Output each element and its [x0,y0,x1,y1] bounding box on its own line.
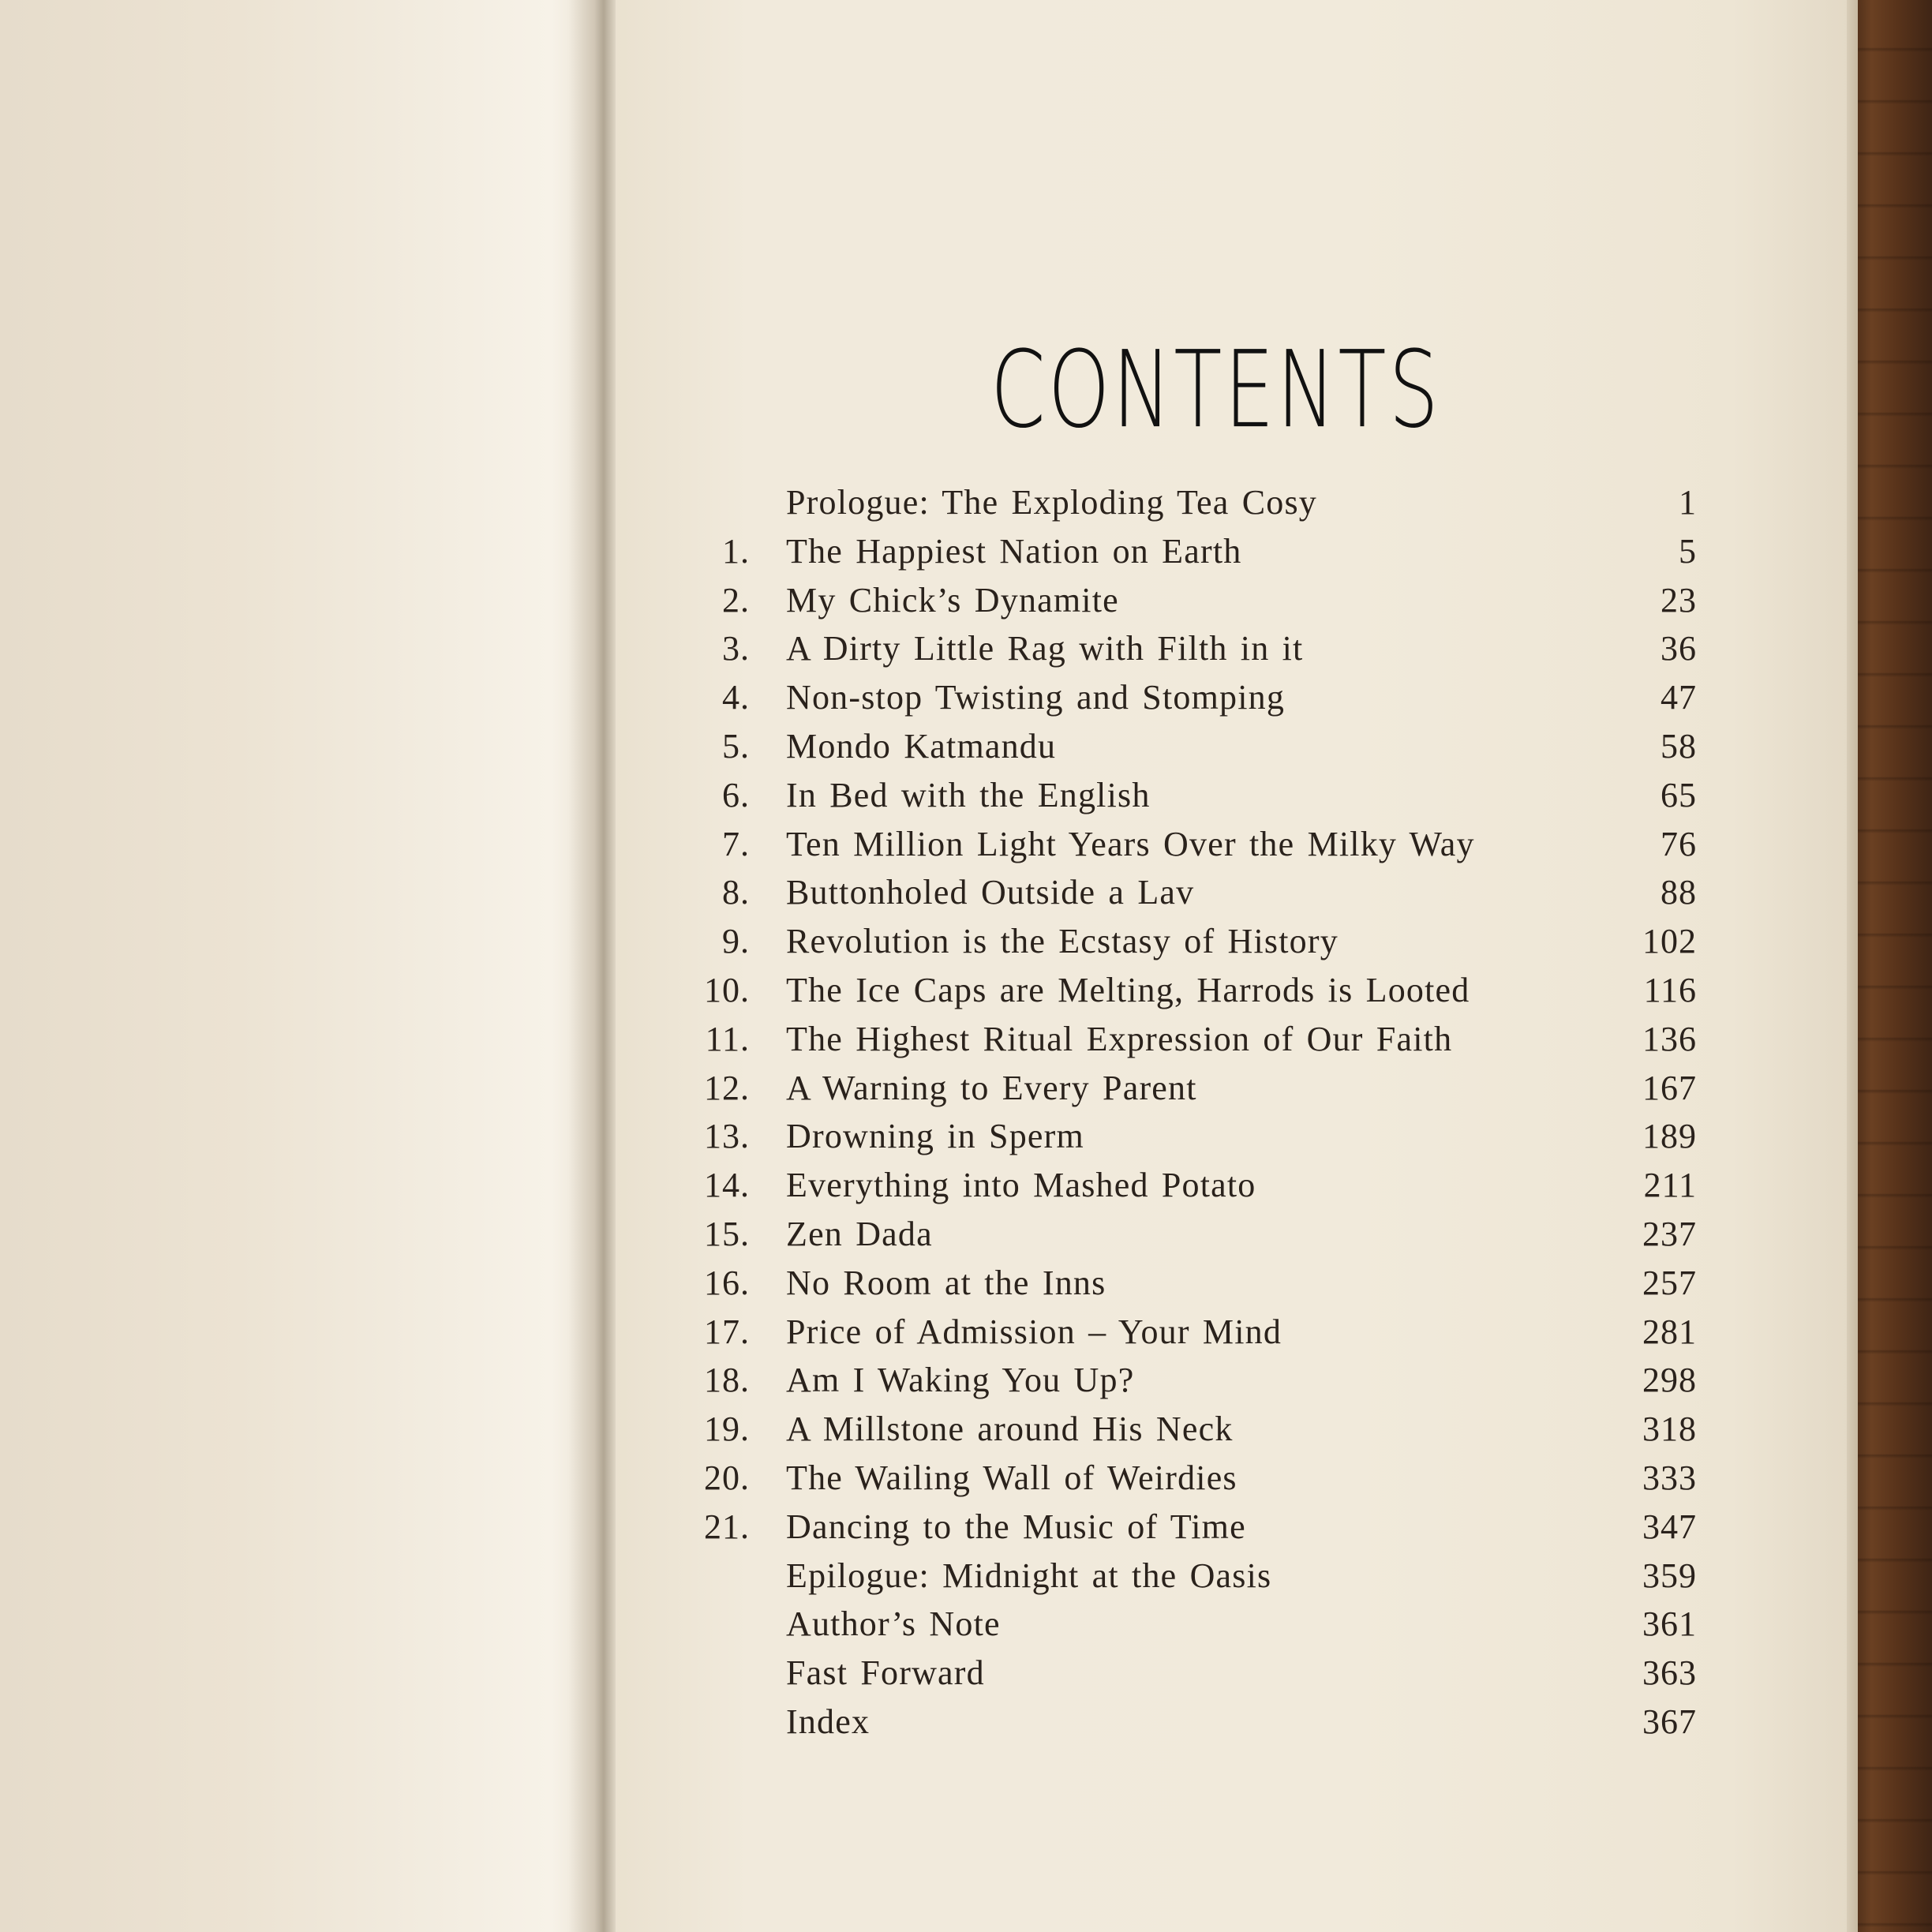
toc-entry-title: Non-stop Twisting and Stomping [786,678,1286,717]
toc-entry-number: 1. [722,531,750,571]
toc-entry-number: 8. [722,873,750,912]
toc-entry-number: 2. [722,580,750,620]
toc-entry [687,673,1697,722]
toc-entry [687,966,1697,1015]
toc-entry-page: 47 [1661,678,1697,717]
toc-entry-number: 16. [704,1263,750,1302]
toc-entry-page: 257 [1642,1263,1697,1302]
toc-entry [687,527,1697,576]
toc-entry-page: 76 [1661,824,1697,863]
toc-entry-number: 4. [722,678,750,717]
toc-entry-title: Author’s Note [786,1604,1001,1644]
toc-entry [687,1259,1697,1308]
toc-entry-page: 23 [1661,580,1697,620]
toc-entry-page: 102 [1642,922,1697,961]
toc-entry-number: 19. [704,1410,750,1449]
toc-entry-title: A Dirty Little Rag with Filth in it [786,629,1304,668]
toc-entry-page: 5 [1679,531,1697,571]
toc-entry-number: 11. [705,1019,750,1058]
toc-entry [687,1308,1697,1357]
toc-entry-page: 359 [1642,1556,1697,1595]
toc-entry-page: 116 [1643,970,1697,1009]
toc-entry [687,1112,1697,1161]
toc-entry [687,1356,1697,1405]
toc-entry-number: 21. [704,1507,750,1546]
toc-entry-number: 20. [704,1458,750,1497]
toc-entry [687,820,1697,869]
toc-entry-title: Index [786,1702,871,1741]
toc-entry-page: 281 [1642,1312,1697,1351]
toc-entry-number: 14. [704,1166,750,1205]
toc-entry-title: Drowning in Sperm [786,1117,1084,1156]
toc-entry [687,1552,1697,1601]
toc-entry-number: 12. [704,1068,750,1107]
toc-entry [687,1698,1697,1747]
toc-entry [687,868,1697,917]
blank-left-page [0,0,600,1932]
toc-entry-title: The Ice Caps are Melting, Harrods is Looted [786,970,1470,1009]
toc-entry-title: Zen Dada [786,1214,933,1253]
toc-entry-title: My Chick’s Dynamite [786,580,1119,620]
toc-entry-title: A Millstone around His Neck [786,1410,1234,1449]
toc-entry-page: 189 [1642,1117,1697,1156]
toc-entry-page: 167 [1642,1068,1697,1107]
toc-entry [687,1210,1697,1259]
contents-heading: CONTENTS [990,328,1442,452]
toc-entry [687,1015,1697,1064]
toc-entry-title: The Happiest Nation on Earth [786,531,1242,571]
toc-entry-page: 363 [1642,1653,1697,1693]
toc-entry-page: 237 [1642,1214,1697,1253]
toc-entry [687,1161,1697,1210]
toc-entry-title: Prologue: The Exploding Tea Cosy [786,483,1317,522]
toc-entry-title: Am I Waking You Up? [786,1361,1135,1400]
toc-entry-title: In Bed with the English [786,775,1151,814]
toc-entry [687,624,1697,673]
toc-entry-page: 347 [1642,1507,1697,1546]
toc-entry-page: 333 [1642,1458,1697,1497]
toc-entry-number: 15. [704,1214,750,1253]
toc-entry-title: The Highest Ritual Expression of Our Faith [786,1019,1453,1058]
toc-entry-title: Revolution is the Ecstasy of History [786,922,1339,961]
toc-entry-page: 58 [1661,726,1697,766]
toc-entry [687,1649,1697,1698]
toc-entry-number: 6. [722,775,750,814]
toc-entry-page: 298 [1642,1361,1697,1400]
toc-entry [687,722,1697,771]
toc-entry-page: 136 [1642,1019,1697,1058]
toc-entry [687,1405,1697,1454]
toc-entry-page: 361 [1642,1604,1697,1644]
toc-entry-page: 65 [1661,775,1697,814]
toc-entry-title: Everything into Mashed Potato [786,1166,1256,1205]
toc-entry-title: Fast Forward [786,1653,985,1693]
toc-entry-page: 367 [1642,1702,1697,1741]
toc-entry-page: 211 [1643,1166,1697,1205]
toc-entry [687,1064,1697,1113]
toc-entry-number: 17. [704,1312,750,1351]
toc-entry-title: Ten Million Light Years Over the Milky Way [786,824,1475,863]
toc-entry-number: 13. [704,1117,750,1156]
toc-entry [687,917,1697,966]
toc-entry [687,478,1697,527]
toc-entry-title: Dancing to the Music of Time [786,1507,1246,1546]
toc-entry-page: 36 [1661,629,1697,668]
toc-entry [687,1503,1697,1552]
toc-entry-title: The Wailing Wall of Weirdies [786,1458,1237,1497]
toc-entry-title: Buttonholed Outside a Lav [786,873,1195,912]
toc-entry [687,771,1697,820]
toc-entry-page: 1 [1679,483,1697,522]
toc-entry-title: Price of Admission – Your Mind [786,1312,1282,1351]
toc-entry [687,576,1697,625]
toc-entry-title: No Room at the Inns [786,1263,1106,1302]
toc-entry-number: 18. [704,1361,750,1400]
toc-entry-title: Mondo Katmandu [786,726,1057,766]
toc-entry-number: 7. [722,824,750,863]
toc-entry-title: Epilogue: Midnight at the Oasis [786,1556,1272,1595]
toc-entry-page: 88 [1661,873,1697,912]
toc-entry-number: 10. [704,970,750,1009]
toc-entry-number: 3. [722,629,750,668]
toc-entry [687,1600,1697,1649]
toc-entry-number: 5. [722,726,750,766]
toc-entry-title: A Warning to Every Parent [786,1068,1197,1107]
book-gutter [568,0,616,1932]
toc-entry-page: 318 [1642,1410,1697,1449]
toc-entry [687,1454,1697,1503]
table-of-contents [687,478,1697,1747]
toc-entry-number: 9. [722,922,750,961]
page-edge [1847,0,1858,1932]
